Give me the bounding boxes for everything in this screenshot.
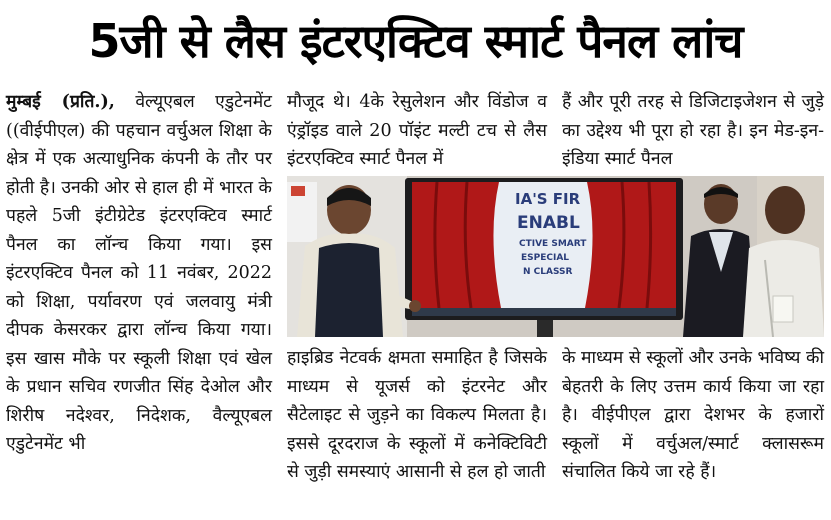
article-column-3-top: [562, 88, 824, 174]
article-column-2-bottom: [287, 344, 547, 487]
news-photo: [287, 176, 824, 337]
screen-line-2: ENABL: [517, 213, 580, 233]
article-column-1: [6, 88, 272, 459]
dateline: मुम्बई (प्रति.),: [6, 92, 115, 112]
article-text-col3-bottom: के माध्यम से स्कूलों और उनके भविष्य की बेहतरी के लिए उत्तम कार्य किया जा रहा है। वीईपीएल द्वारा देशभर के हजारों स्कूलों में वर्चुअल/स्मार्ट क्लासरूम संचालित किये जा रहे हैं।: [562, 348, 824, 482]
article-column-2-top: [287, 88, 547, 174]
curtain-left: [412, 182, 501, 308]
screen-line-4: ESPECIAL: [521, 253, 570, 263]
curtain-right: [585, 182, 676, 308]
photo-illustration: [287, 176, 824, 337]
screen-line-1: IA'S FIR: [515, 190, 581, 208]
screen-line-5: N CLASSR: [523, 267, 573, 277]
article-text-col1: वेल्यूएबल एडुटेनमेंट ((वीईपीएल) की पहचान वर्चुअल शिक्षा के क्षेत्र में एक अत्याधुनिक कंपनी के तौर पर होती है। उनकी ओर से हाल ही में भारत के पहले 5जी इंटीग्रेटेड इंटरएक्टिव स्मार्ट पैनल का लॉन्च किया गया। इस इंटरएक्टिव पैनल को 11 नवंबर, 2022 को शिक्षा, पर्यावरण एवं जलवायु मंत्री दीपक केसरकर द्वारा लॉन्च किया गया। इस खास मौके पर स्कूली शिक्षा एवं खेल के प्रधान सचिव रणजीत सिंह देओल और शिरीष नदेश्वर, निदेशक, वैल्यूएबल एडुटेनमेंट भी: [6, 92, 272, 454]
article-text-col2-bottom: हाइब्रिड नेटवर्क क्षमता समाहित है जिसके माध्यम से यूजर्स को इंटरनेट और सैटेलाइट से जुड़ने का विकल्प मिलता है। इससे दूरदराज के स्कूलों में कनेक्टिविटी से जुड़ी समस्याएं आसानी से हल हो जाती: [287, 348, 547, 482]
article-column-3-bottom: [562, 344, 824, 487]
screen-line-3: CTIVE SMART: [519, 239, 587, 249]
headline: 5जी से लैस इंटरएक्टिव स्मार्ट पैनल लांच: [88, 14, 743, 68]
article-text-col3-top: हैं और पूरी तरह से डिजिटाइजेशन से जुड़े का उद्देश्य भी पूरा हो रहा है। इन मेड-इन-इंडिया स्मार्ट पैनल: [562, 92, 824, 169]
article-text-col2-top: मौजूद थे। 4के रेसुलेशन और विंडोज व एंड्रॉइड वाले 20 पॉइंट मल्टी टच से लैस इंटरएक्टिव स्मार्ट पैनल में: [287, 92, 547, 169]
